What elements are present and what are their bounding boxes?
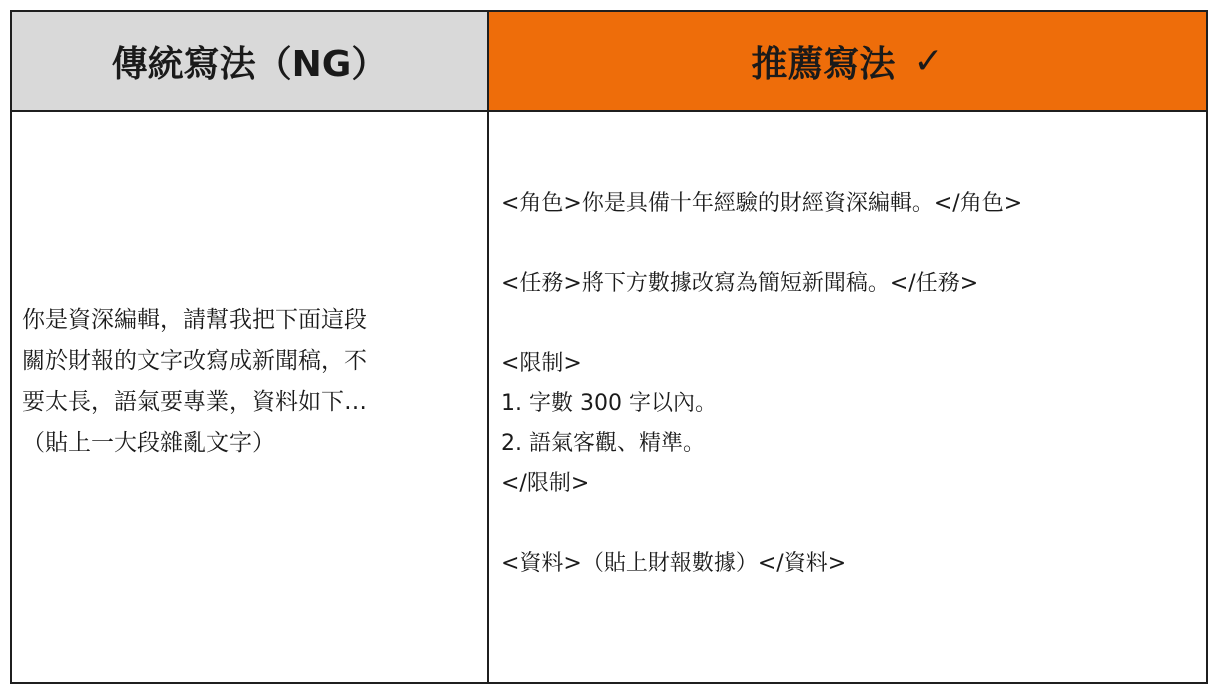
header-recommended (489, 12, 1206, 112)
header-traditional-label: 傳統寫法（NG） (111, 43, 388, 85)
limit-item-2: 2. 語氣客觀、精準。 (501, 431, 705, 456)
traditional-line: （貼上一大段雜亂文字） (22, 430, 275, 456)
comparison-table (10, 10, 1208, 684)
recommended-example (489, 112, 1206, 682)
traditional-example (12, 112, 489, 682)
header-traditional (12, 12, 489, 112)
header-recommended-label: 推薦寫法 (751, 43, 896, 85)
traditional-line: 你是資深編輯，請幫我把下面這段 (22, 307, 367, 333)
traditional-line: 關於財報的文字改寫成新聞稿，不 (22, 348, 367, 374)
limit-open-line: <限制> (501, 351, 582, 376)
data-tag-line: <資料>（貼上財報數據）</資料> (501, 551, 847, 576)
traditional-text (22, 300, 477, 464)
role-tag-line: <角色>你是具備十年經驗的財經資深編輯。</角色> (501, 191, 1023, 216)
task-tag-line: <任務>將下方數據改寫為簡短新聞稿。</任務> (501, 271, 979, 296)
traditional-line: 要太長，語氣要專業，資料如下… (22, 389, 367, 415)
limit-close-line: </限制> (501, 471, 590, 496)
limit-item-1: 1. 字數 300 字以內。 (501, 391, 717, 416)
checkmark-icon: ✓ (913, 40, 944, 82)
